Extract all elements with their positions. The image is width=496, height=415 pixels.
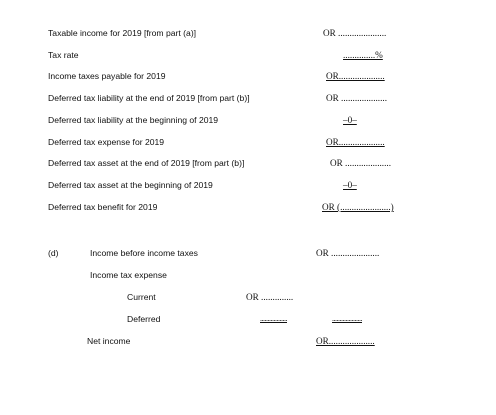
current-label: Current: [127, 292, 156, 302]
deferred-answer-right[interactable]: ....................: [332, 314, 362, 323]
deferred-label: Deferred: [127, 314, 161, 324]
taxable-income-answer[interactable]: OR .....................: [323, 28, 387, 38]
dtl-end-label: Deferred tax liability at the end of 2019 [from part (b)]: [48, 93, 250, 103]
dtl-beginning-answer: –0–: [343, 115, 357, 125]
dtl-beginning-label: Deferred tax liability at the beginning of 2019: [48, 115, 219, 125]
tax-rate-label: Tax rate: [48, 50, 79, 60]
tax-rate-answer[interactable]: ..............%: [343, 50, 383, 60]
taxable-income-label: Taxable income for 2019 [from part (a)]: [48, 28, 197, 38]
dta-end-label: Deferred tax asset at the end of 2019 [from part (b)]: [48, 158, 245, 168]
dta-beginning-answer: –0–: [343, 180, 357, 190]
income-tax-expense-label: Income tax expense: [90, 270, 167, 280]
deferred-tax-benefit-label: Deferred tax benefit for 2019: [48, 202, 158, 212]
income-before-taxes-label: Income before income taxes: [90, 248, 198, 258]
dta-end-answer[interactable]: OR ....................: [330, 158, 391, 168]
income-taxes-payable-answer[interactable]: OR....................: [326, 71, 385, 81]
deferred-answer-mid[interactable]: ..................: [260, 314, 287, 323]
income-before-taxes-answer[interactable]: OR .....................: [316, 248, 380, 258]
current-answer[interactable]: OR ..............: [246, 292, 294, 302]
dta-beginning-label: Deferred tax asset at the beginning of 2019: [48, 180, 213, 190]
net-income-answer[interactable]: OR....................: [316, 336, 375, 346]
deferred-tax-benefit-answer[interactable]: OR (......................): [322, 202, 394, 212]
dtl-end-answer[interactable]: OR ....................: [326, 93, 387, 103]
deferred-tax-expense-answer[interactable]: OR....................: [326, 137, 385, 147]
income-taxes-payable-label: Income taxes payable for 2019: [48, 71, 166, 81]
deferred-tax-expense-label: Deferred tax expense for 2019: [48, 137, 165, 147]
part-d-marker: (d): [48, 248, 59, 258]
net-income-label: Net income: [87, 336, 131, 346]
